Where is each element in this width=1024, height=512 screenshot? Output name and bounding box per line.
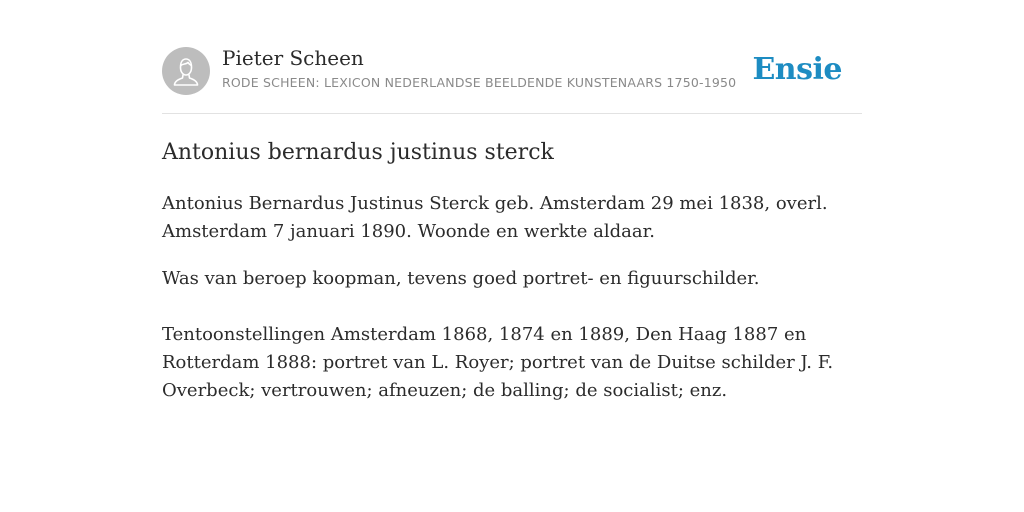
- article-title: Antonius bernardus justinus sterck: [162, 140, 554, 165]
- ensie-logo[interactable]: Ensie: [752, 52, 842, 87]
- source-title[interactable]: RODE SCHEEN: LEXICON NEDERLANDSE BEELDENDE KUNSTENAARS 1750-1950: [222, 75, 737, 90]
- article-paragraph: Tentoonstellingen Amsterdam 1868, 1874 en 1889, Den Haag 1887 en Rotterdam 1888: portret van L. Royer; portret van de Duitse schilder J. F. Overbeck; vertrouwen; afneuzen; de balling; de socialist; enz.: [162, 324, 834, 401]
- content-wrapper: [162, 46, 862, 401]
- author-name[interactable]: Pieter Scheen: [222, 46, 364, 70]
- article-paragraph: Antonius Bernardus Justinus Sterck geb. Amsterdam 29 mei 1838, overl. Amsterdam 7 januari 1890. Woonde en werkte aldaar.: [162, 193, 828, 242]
- user-icon: [162, 47, 210, 95]
- author-header: [162, 46, 862, 114]
- avatar[interactable]: [162, 47, 210, 95]
- article-paragraph: Was van beroep koopman, tevens goed portret- en figuurschilder.: [162, 268, 760, 289]
